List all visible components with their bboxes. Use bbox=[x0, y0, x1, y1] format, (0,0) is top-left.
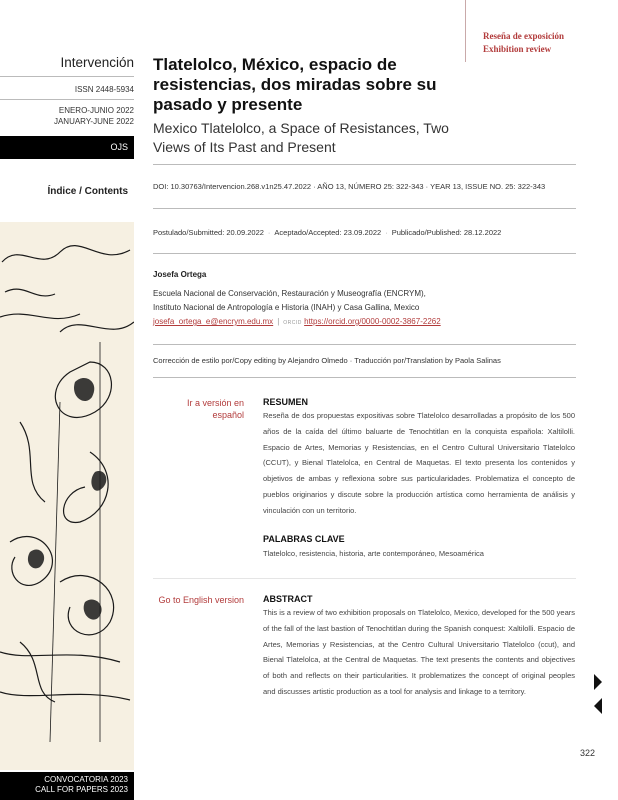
author-affiliation bbox=[153, 287, 441, 330]
divider bbox=[153, 208, 576, 209]
contact-line: josefa_ortega_e@encrym.edu.mx | ORCID https://orcid.org/0000-0002-3867-2262 bbox=[153, 317, 441, 326]
issn: ISSN 2448-5934 bbox=[74, 85, 134, 94]
issue-date-es: ENERO-JUNIO 2022 bbox=[58, 106, 134, 115]
call-for-papers-en: CALL FOR PAPERS 2023 bbox=[35, 785, 128, 794]
index-link[interactable]: Índice / Contents bbox=[47, 186, 128, 197]
dates-line: Postulado/Submitted: 20.09.2022 · Aceptado/Accepted: 23.09.2022 · Publicado/Published: 28.12.2022 bbox=[153, 228, 502, 237]
issue-dates bbox=[0, 105, 134, 127]
section-label-es: Reseña de exposición bbox=[483, 31, 564, 41]
sketch-drawing bbox=[0, 222, 134, 770]
resumen-text: Reseña de dos propuestas expositivas sobre Tlatelolco desarrolladas a propósito de los 500 años de la caída del último baluarte de Tenochtitlan en la conquista española: Xaltilolli. Espacio de Artes, Memorias y Resistencias, en el Centro Cultural Universitario Tlatelolco (CCUT), y Bienal Tlatelolca, en Central de Maquetas. El texto presenta los contenidos y objetivos de ambas y reflexiona sobre sus particularidades. Problematiza el concepto de pueblos originarios y discute sobre la producción artística como herramienta de análisis y vinculación con un territorio. bbox=[263, 411, 575, 515]
section-label-en: Exhibition review bbox=[483, 44, 552, 54]
divider bbox=[153, 253, 576, 254]
next-page-arrow-icon[interactable] bbox=[594, 674, 602, 690]
issue-date-en: JANUARY-JUNE 2022 bbox=[53, 117, 134, 126]
journal-name: Intervención bbox=[60, 55, 134, 70]
divider bbox=[153, 164, 576, 165]
author-name: Josefa Ortega bbox=[153, 270, 207, 279]
call-for-papers-es: CONVOCATORIA 2023 bbox=[44, 775, 128, 784]
header-divider bbox=[465, 0, 466, 62]
affiliation-line-2: Instituto Nacional de Antropología e Historia (INAH) y Casa Gallina, Mexico bbox=[153, 303, 420, 312]
divider bbox=[153, 377, 576, 378]
call-for-papers-banner[interactable] bbox=[0, 772, 134, 800]
sidebar-divider bbox=[0, 76, 134, 77]
published-date: Publicado/Published: 28.12.2022 bbox=[391, 228, 502, 237]
sketch-illustration bbox=[0, 222, 134, 770]
spanish-version-link[interactable]: Ir a versión en español bbox=[186, 398, 244, 420]
affiliation-line-1: Escuela Nacional de Conservación, Restauración y Museografía (ENCRYM), bbox=[153, 289, 426, 298]
orcid-label: ORCID bbox=[283, 320, 302, 326]
section-label bbox=[483, 30, 564, 56]
abstract-text: This is a review of two exhibition proposals on Tlatelolco, Mexico, developed for the 500 years of the fall of the last bastion of Tenochtitlan during the Spanish conquest: Xaltilolli. Espacio de Artes, Memorias y Resistencias, at the Centro Cultural Universitario Tlatelolco (ccut), and Bienal Tlatelolca, at the Central de Maquetas. The text presents the contents and objectives of both and reflects on their particularities. It problematizes the concept of original peoples and discusses artistic production as a tool for analysis and linkage to a territory. bbox=[263, 608, 575, 696]
keywords-heading: PALABRAS CLAVE bbox=[263, 534, 345, 544]
orcid-link[interactable]: https://orcid.org/0000-0002-3867-2262 bbox=[304, 317, 441, 326]
previous-page-arrow-icon[interactable] bbox=[594, 698, 602, 714]
sidebar-divider bbox=[0, 99, 134, 100]
divider bbox=[153, 344, 576, 345]
doi-line: DOI: 10.30763/Intervencion.268.v1n25.47.2022 · AÑO 13, NÚMERO 25: 322-343 · YEAR 13, ISSUE NO. 25: 322-343 bbox=[153, 182, 546, 191]
divider bbox=[153, 578, 576, 579]
ojs-button[interactable]: OJS bbox=[0, 136, 134, 159]
article-title: Tlatelolco, México, espacio de resistencias, dos miradas sobre su pasado y presente bbox=[153, 55, 437, 114]
accepted-date: Aceptado/Accepted: 23.09.2022 bbox=[274, 228, 382, 237]
keywords-text: Tlatelolco, resistencia, historia, arte contemporáneo, Mesoamérica bbox=[263, 549, 484, 558]
resumen-heading: RESUMEN bbox=[263, 397, 309, 407]
author-email-link[interactable]: josefa_ortega_e@encrym.edu.mx bbox=[153, 317, 274, 326]
page-number: 322 bbox=[580, 748, 596, 758]
abstract-heading: ABSTRACT bbox=[263, 594, 313, 604]
article-subtitle: Mexico Tlatelolco, a Space of Resistances, Two Views of Its Past and Present bbox=[153, 120, 449, 155]
submitted-date: Postulado/Submitted: 20.09.2022 bbox=[153, 228, 264, 237]
english-version-link[interactable]: Go to English version bbox=[158, 595, 244, 605]
credits-line: Corrección de estilo por/Copy editing by Alejandro Olmedo · Traducción por/Translation by Paola Salinas bbox=[153, 356, 501, 365]
